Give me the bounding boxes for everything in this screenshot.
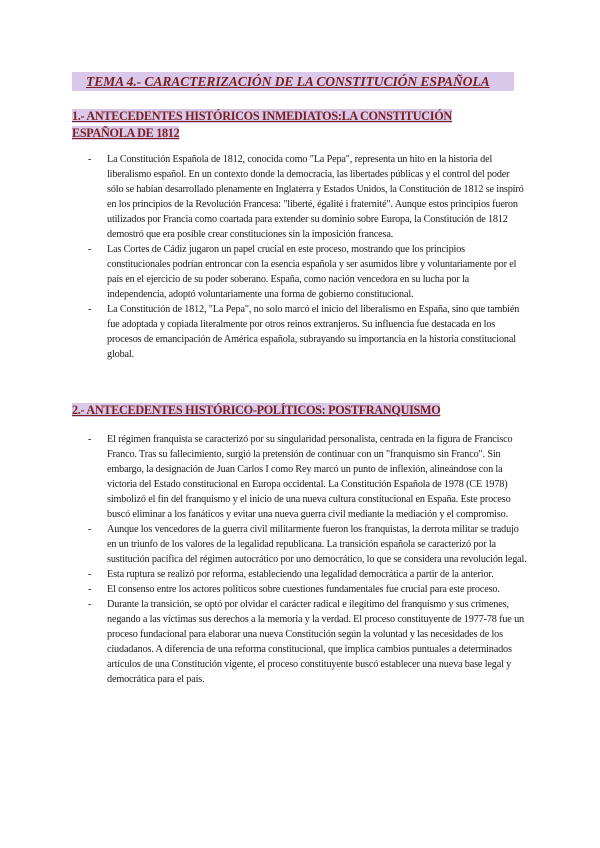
bullet-text: Las Cortes de Cádiz jugaron un papel crucial en este proceso, mostrando que los principios constitucionales podrían entroncar con la esencia española y ser asumidos libre y voluntariamente por el país en el ejercicio de su poder soberano. España, como nación vencedora en su lucha por la independencia, adoptó voluntariamente una forma de gobierno constitucional. (107, 244, 517, 300)
bullet-text: Esta ruptura se realizó por reforma, estableciendo una legalidad democrática a partir de la anterior. (107, 569, 494, 580)
bullet-text: El consenso entre los actores políticos sobre cuestiones fundamentales fue crucial para este proceso. (107, 584, 500, 595)
section-heading-2 (72, 402, 472, 419)
bullet-marker: - (88, 304, 92, 315)
section-heading-1 (72, 108, 502, 142)
bullet-text: El régimen franquista se caracterizó por su singularidad personalista, centrada en la figura de Francisco Franco. Tras su fallecimiento, surgió la pretensión de continuar con un "franquismo sin Franco". Sin embargo, la designación de Juan Carlos I como Rey marcó un punto de inflexión, alineándose con la victoria del Estado constitucional en Europa occidental. La Constitución Española de 1978 (CE 1978) simbolizó el fin del franquismo y el inicio de una nueva cultura constitucional en España. Este proceso buscó eliminar a los fanáticos y evitar una nueva guerra civil mediante la mediación y el compromiso. (107, 434, 513, 520)
bullet-marker: - (88, 244, 92, 255)
bullet-text: La Constitución Española de 1812, conocida como "La Pepa", representa un hito en la historia del liberalismo español. En un contexto donde la democracia, las libertades públicas y el control del poder sólo se habían desarrollado plenamente en Inglaterra y Estados Unidos, la Constitución de 1812 se inspiró en los principios de la Revolución Francesa: "liberté, égalité i fraternité". Aunque estos principios fueron utilizados por Francia como coartada para extender su dominio sobre Europa, la Constitución de 1812 demostró que era posible crear constituciones sin la imposición francesa. (107, 154, 524, 240)
bullet-item (88, 522, 528, 567)
section-heading-2-text: 2.- ANTECEDENTES HISTÓRICO-POLÍTICOS: POSTFRANQUISMO (72, 403, 441, 417)
bullet-item (88, 582, 528, 597)
bullet-item (88, 152, 528, 242)
bullet-text: Durante la transición, se optó por olvidar el carácter radical e ilegítimo del franquismo y sus crímenes, negando a las víctimas sus derechos a la memoria y la verdad. El proceso constituyente de 1977-78 fue un proceso fundacional para elaborar una nueva Constitución según la voluntad y las necesidades de los ciudadanos. A diferencia de una reforma constitucional, que implica cambios puntuales a determinados artículos de una Constitución vigente, el proceso constituyente buscó establecer una nueva base legal y democrática para el país. (107, 599, 524, 685)
bullet-text: La Constitución de 1812, "La Pepa", no solo marcó el inicio del liberalismo en España, sino que también fue adoptada y copiada literalmente por otros reinos extranjeros. Su influencia fue destacada en los procesos de emancipación de América española, subrayando su importancia en la historia constitucional global. (107, 304, 520, 360)
bullet-marker: - (88, 434, 92, 445)
section-heading-1-text: 1.- ANTECEDENTES HISTÓRICOS INMEDIATOS:LA CONSTITUCIÓN ESPAÑOLA DE 1812 (72, 109, 452, 140)
bullet-item (88, 302, 528, 362)
bullet-item (88, 242, 528, 302)
bullet-list-2 (88, 432, 528, 687)
bullet-marker: - (88, 569, 92, 580)
bullet-marker: - (88, 154, 92, 165)
bullet-list-1 (88, 152, 528, 362)
bullet-marker: - (88, 584, 92, 595)
bullet-item (88, 597, 528, 687)
bullet-item (88, 432, 528, 522)
bullet-marker: - (88, 524, 92, 535)
bullet-text: Aunque los vencedores de la guerra civil militarmente fueron los franquistas, la derrota militar se tradujo en un triunfo de los valores de la legalidad republicana. La transición española se caracterizó por la sustitución pacífica del régimen autocrático por uno democrático, lo que se considera una revolución legal. (107, 524, 527, 565)
bullet-marker: - (88, 599, 92, 610)
document-title: TEMA 4.- CARACTERIZACIÓN DE LA CONSTITUCIÓN ESPAÑOLA (72, 72, 514, 91)
bullet-item (88, 567, 528, 582)
